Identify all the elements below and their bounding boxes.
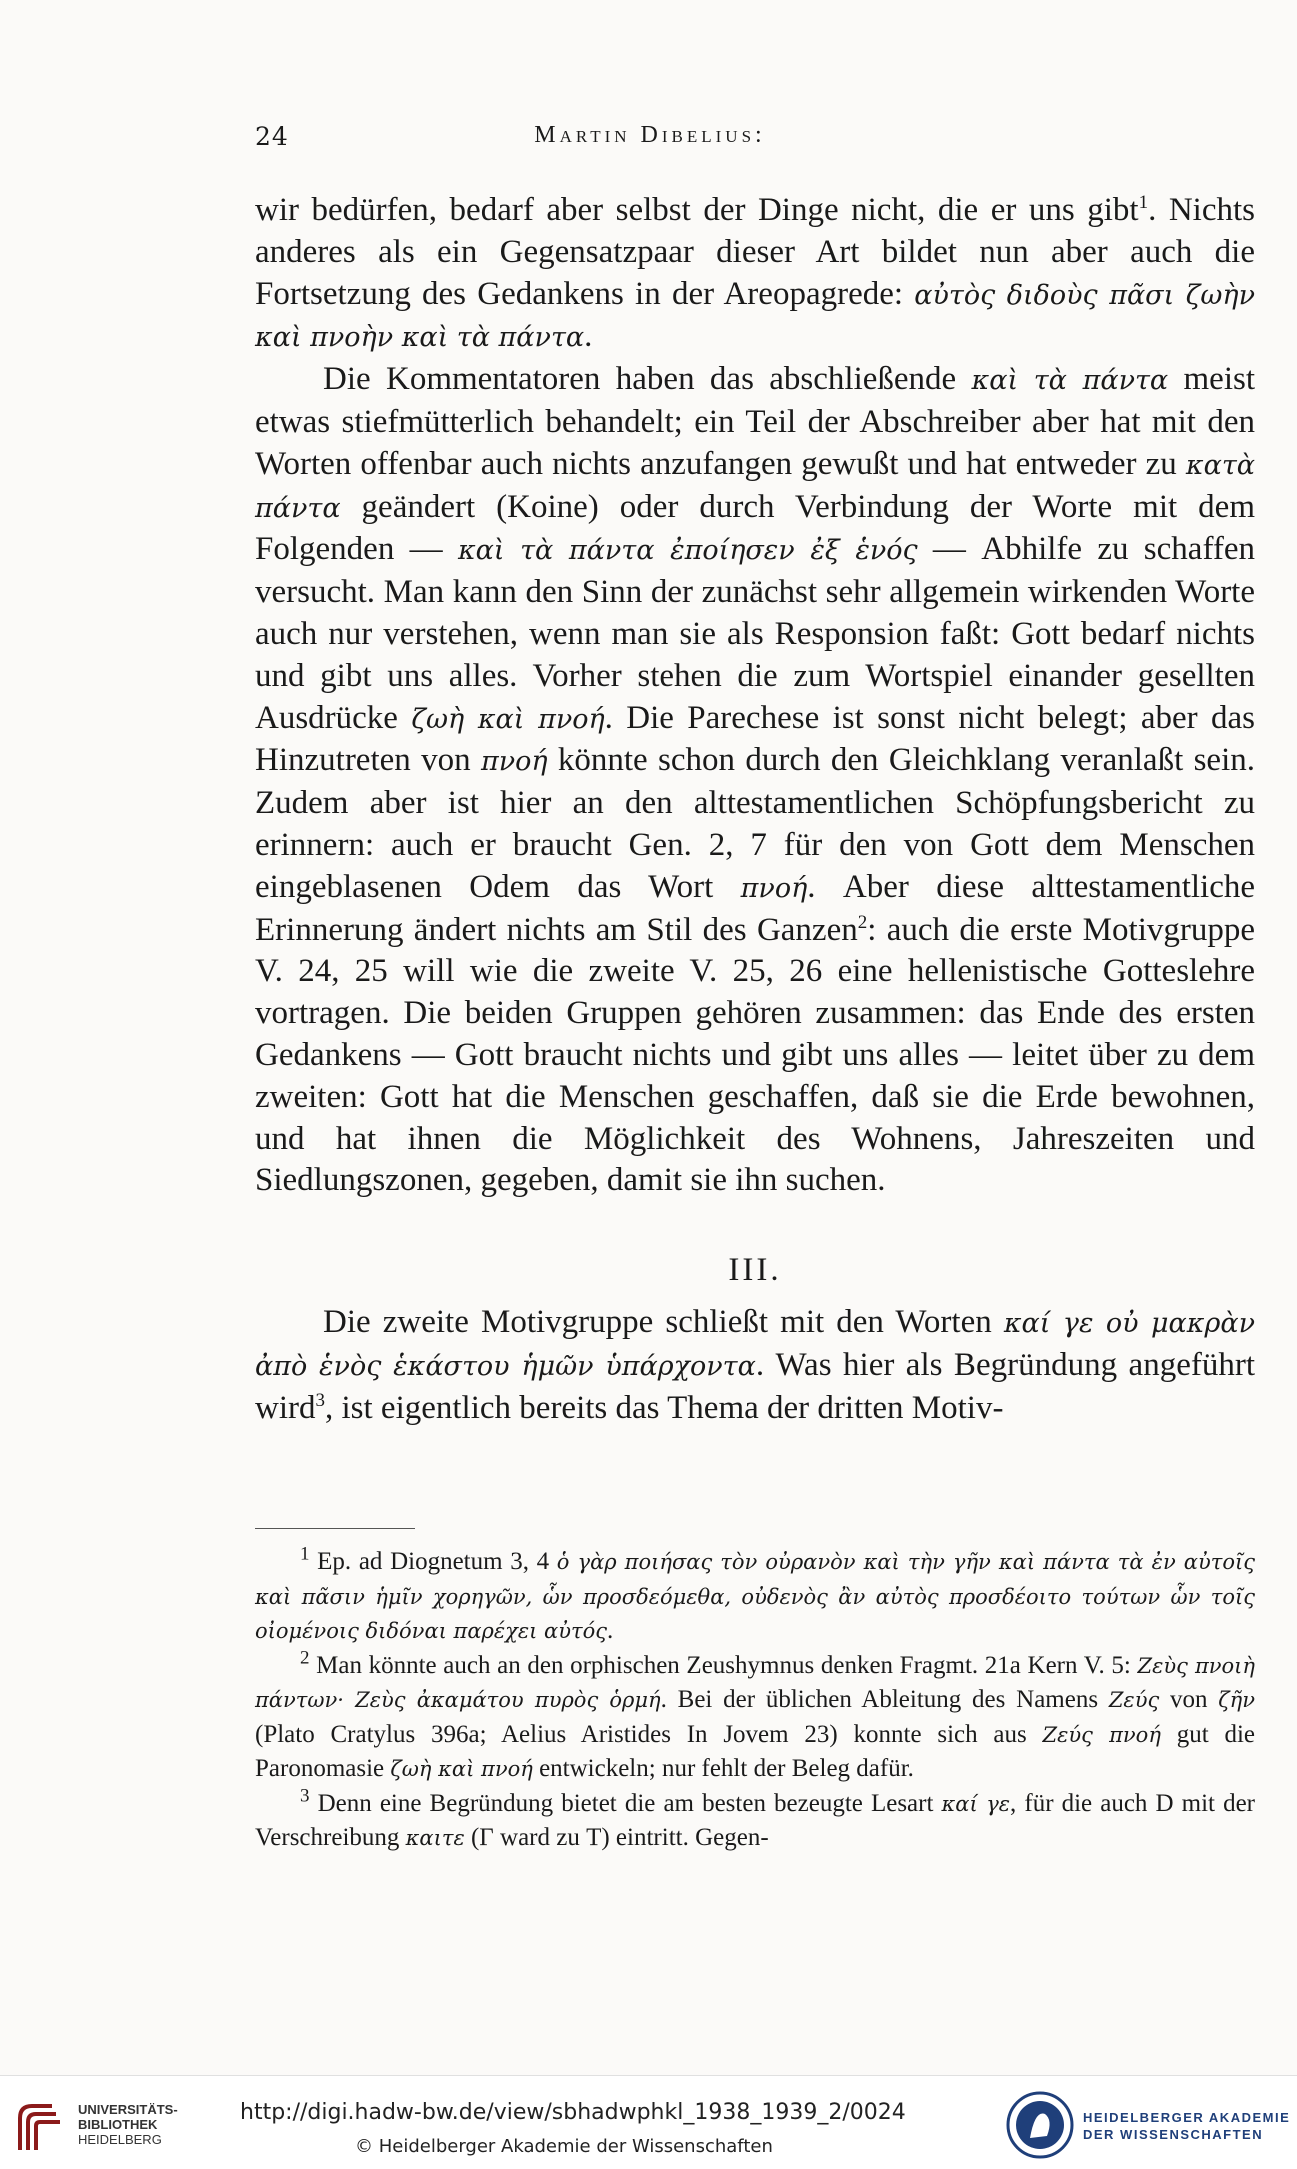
footnote-ref-1[interactable]: 1 (1138, 192, 1149, 213)
footnote-3: $^3$ Denn eine Begründung bietet die am besten bezeugte Lesart καί γε, für die auch D mit der Verschreibung καιτε (Γ ward zu Τ) eintritt. Gegen- (255, 1785, 1256, 1851)
greek-quote: αὐτὸς διδοὺς πᾶσι ζωὴν καὶ πνοὴν καὶ τὰ πάντα (255, 279, 1255, 354)
running-head: Martin Dibelius: (534, 122, 766, 148)
paragraph-2: Die Kommentatoren haben das abschließende καὶ τὰ πάντα meist etwas stiefmütterlich behandelt; ein Teil der Abschreiber aber hat mit den Worten offenbar auch nichts anzufangen gewußt und hat entweder zu κατὰ πάντα geändert (Koine) oder durch Verbindung der Worte mit dem Folgenden — καὶ τὰ πάντα ἐποίησεν ἐξ ἑνός — Abhilfe zu schaffen versucht. Man kann den Sinn der zunächst sehr allgemein wirkenden Worte auch nur verstehen, wenn man sie als Responsion faßt: Gott bedarf nichts und gibt uns alles. Vorher stehen die zum Wortspiel einander gesellten Ausdrücke ζωὴ καὶ πνοή. Die Parechese ist sonst nicht belegt; aber das Hinzutreten von πνοή könnte schon durch den Gleichklang veranlaßt sein. Zudem aber ist hier an den alttestamentlichen Schöpfungsbericht zu erinnern: auch er braucht Gen. 2, 7 für den von Gott dem Menschen eingeblasenen Odem das Wort πνοή. Aber diese alttestamentliche Erinnerung ändert nichts am Stil des Ganzen$^2$: auch die erste Motivgruppe V. 24, 25 will wie die zweite V. 25, 26 eine hellenistische Gotteslehre vortragen. Die beiden Gruppen gehören zusammen: das Ende des ersten Gedankens — Gott braucht nichts und gibt uns alles — leitet über zu dem zweiten: Gott hat die Menschen geschaffen, daß sie die Erde bewohnen, und hat ihnen die Möglichkeit des Wohnens, Jahreszeiten und Siedlungszonen, gegeben, damit sie ihn suchen. (255, 361, 1256, 1199)
permalink[interactable]: http://digi.hadw-bw.de/view/sbhadwphkl_1938_1939_2/0024 (240, 2100, 906, 2125)
page-footer (0, 2075, 1297, 2169)
paragraph-1: wir bedürfen, bedarf aber selbst der Dinge nicht, die er uns gibt$^1$. Nichts anderes als ein Gegensatzpaar dieser Art bildet nun aber auch die Fortsetzung des Gedankens in der Areopagrede: αὐτὸς διδοὺς πᾶσι ζωὴν καὶ πνοὴν καὶ τὰ πάντα. (255, 192, 1255, 355)
paragraph-3: Die zweite Motivgruppe schließt mit den Worten καί γε οὐ μακρὰν ἀπὸ ἑνὸς ἑκάστου ἡμῶν ὑπάρχοντα. Was hier als Begründung angeführt wird$^3$, ist eigentlich bereits das Thema der dritten Motiv- (255, 1303, 1255, 1426)
academy-name: HEIDELBERGER AKADEMIE DER WISSENSCHAFTEN (1083, 2110, 1291, 2142)
library-name: UNIVERSITÄTS- BIBLIOTHEK HEIDELBERG (78, 2102, 178, 2147)
page-number: 24 (255, 122, 289, 151)
footnote-2: $^2$ Man könnte auch an den orphischen Zeushymnus denken Fragmt. 21a Kern V. 5: Ζεὺς πνοιὴ πάντων· Ζεὺς ἀκαμάτου πυρὸς ὁρμή. Bei der üblichen Ableitung des Namens Ζεύς von ζῆν (Plato Cratylus 396a; Aelius Aristides In Jovem 23) konnte sich aus Ζεύς πνοή gut die Paronomasie ζωὴ καὶ πνοή entwickeln; nur fehlt der Beleg dafür. (255, 1647, 1256, 1782)
footnote-divider (255, 1528, 415, 1529)
academy-seal-icon (1005, 2090, 1075, 2160)
footnote-1: $^1$ Ep. ad Diognetum 3, 4 ὁ γὰρ ποιήσας τὸν οὐρανὸν καὶ τὴν γῆν καὶ πάντα τὰ ἐν αὐτοῖς καὶ πᾶσιν ἡμῖν χορηγῶν, ὧν προσδεόμεθα, οὐδενὸς ἂν αὐτὸς προσδέοιτο τούτων ὧν τοῖς οἰομένοις διδόναι παρέχει αὐτός. (255, 1543, 1255, 1644)
section-heading: III. (728, 1252, 782, 1289)
university-library-logo-icon (12, 2098, 72, 2158)
page-header (255, 122, 1045, 156)
footnotes (255, 1545, 1255, 1856)
main-text (255, 190, 1255, 1429)
footnote-ref-3[interactable]: 3 (315, 1389, 325, 1411)
copyright: © Heidelberger Akademie der Wissenschaften (355, 2136, 773, 2157)
footnote-ref-2[interactable]: 2 (857, 911, 868, 933)
